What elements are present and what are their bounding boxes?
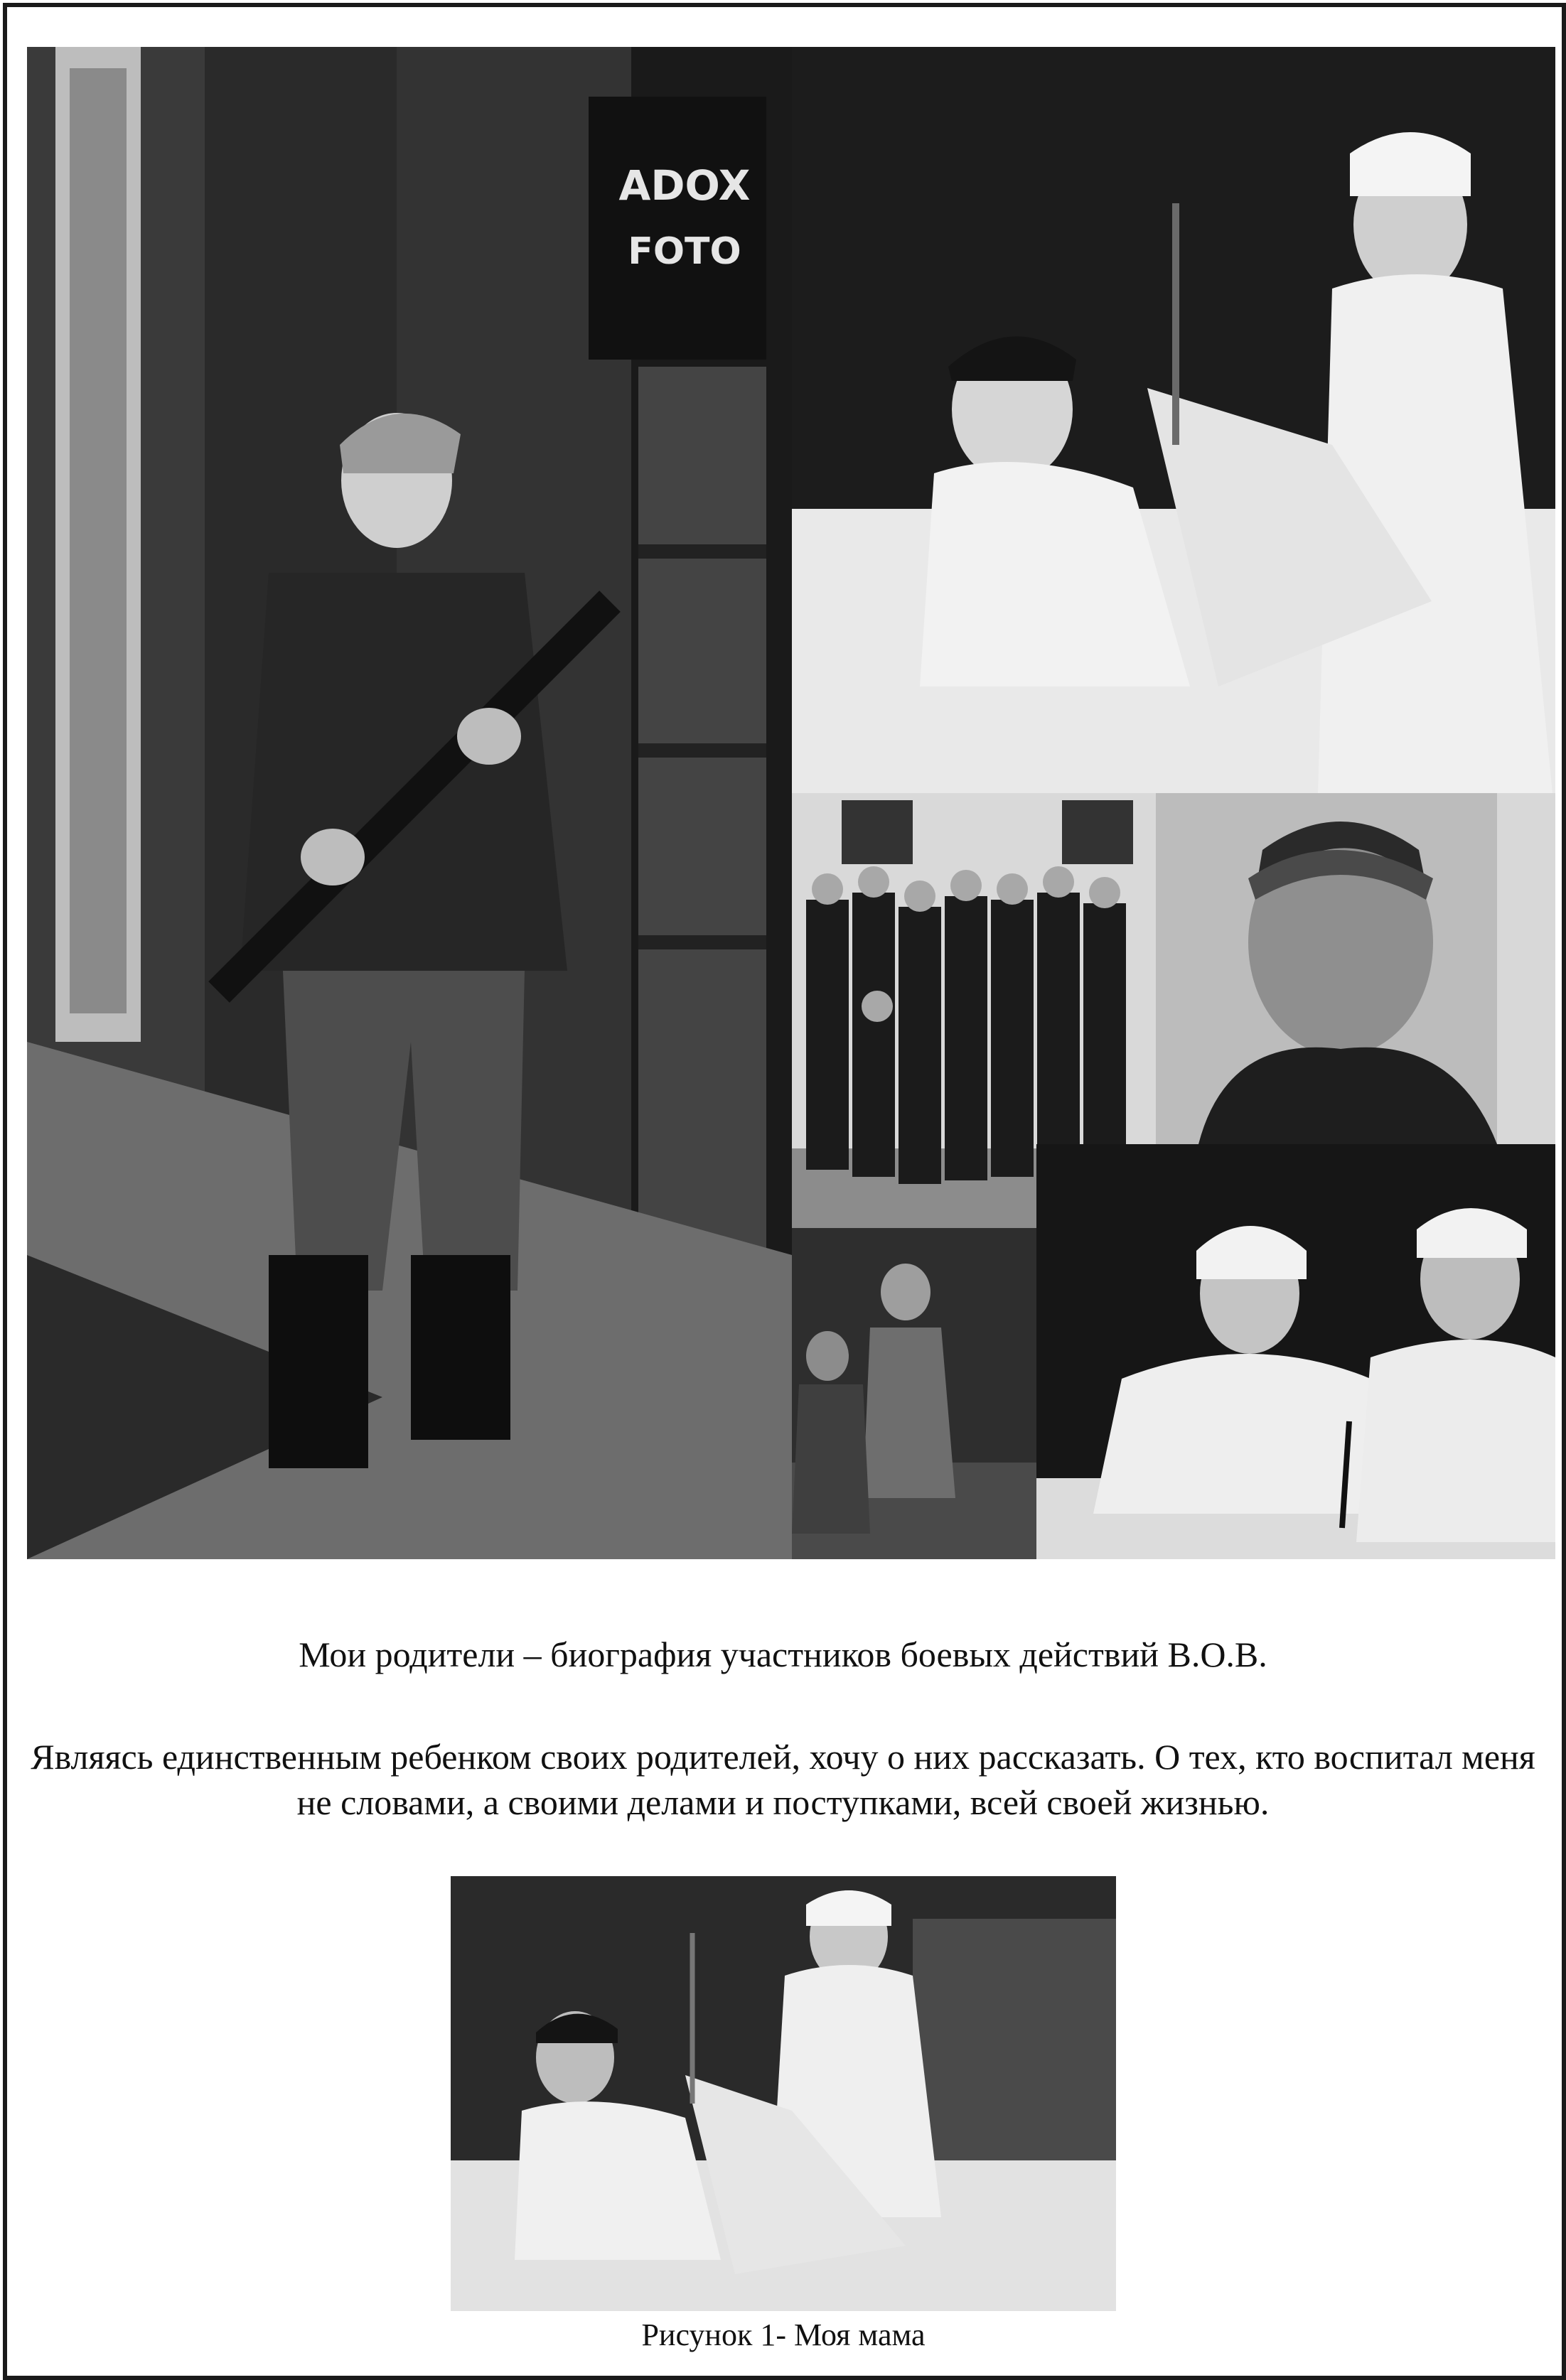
photo-two-soldiers — [792, 1228, 1036, 1559]
photo-soldier-with-rifle — [27, 47, 792, 1559]
photo-two-nurses-writing — [1036, 1144, 1555, 1559]
photo-patient-and-nurse — [792, 47, 1555, 793]
document-heading: Мои родители – биография участников боевых действий В.О.В. — [299, 1635, 1267, 1674]
document-paragraph: Являясь единственным ребенком своих родителей, хочу о них рассказать. О тех, кто воспитал меня не словами, а своими делами и поступками, всей своей жизнью. — [31, 1737, 1535, 1822]
photo-portrait-young-man — [1156, 793, 1555, 1144]
figure-1-photo — [451, 1876, 1116, 2311]
adox-sign-text: ADOX — [618, 161, 751, 210]
figure-1-caption: Рисунок 1- Моя мама — [641, 2317, 926, 2352]
foto-sign-text: FOTO — [628, 230, 741, 273]
